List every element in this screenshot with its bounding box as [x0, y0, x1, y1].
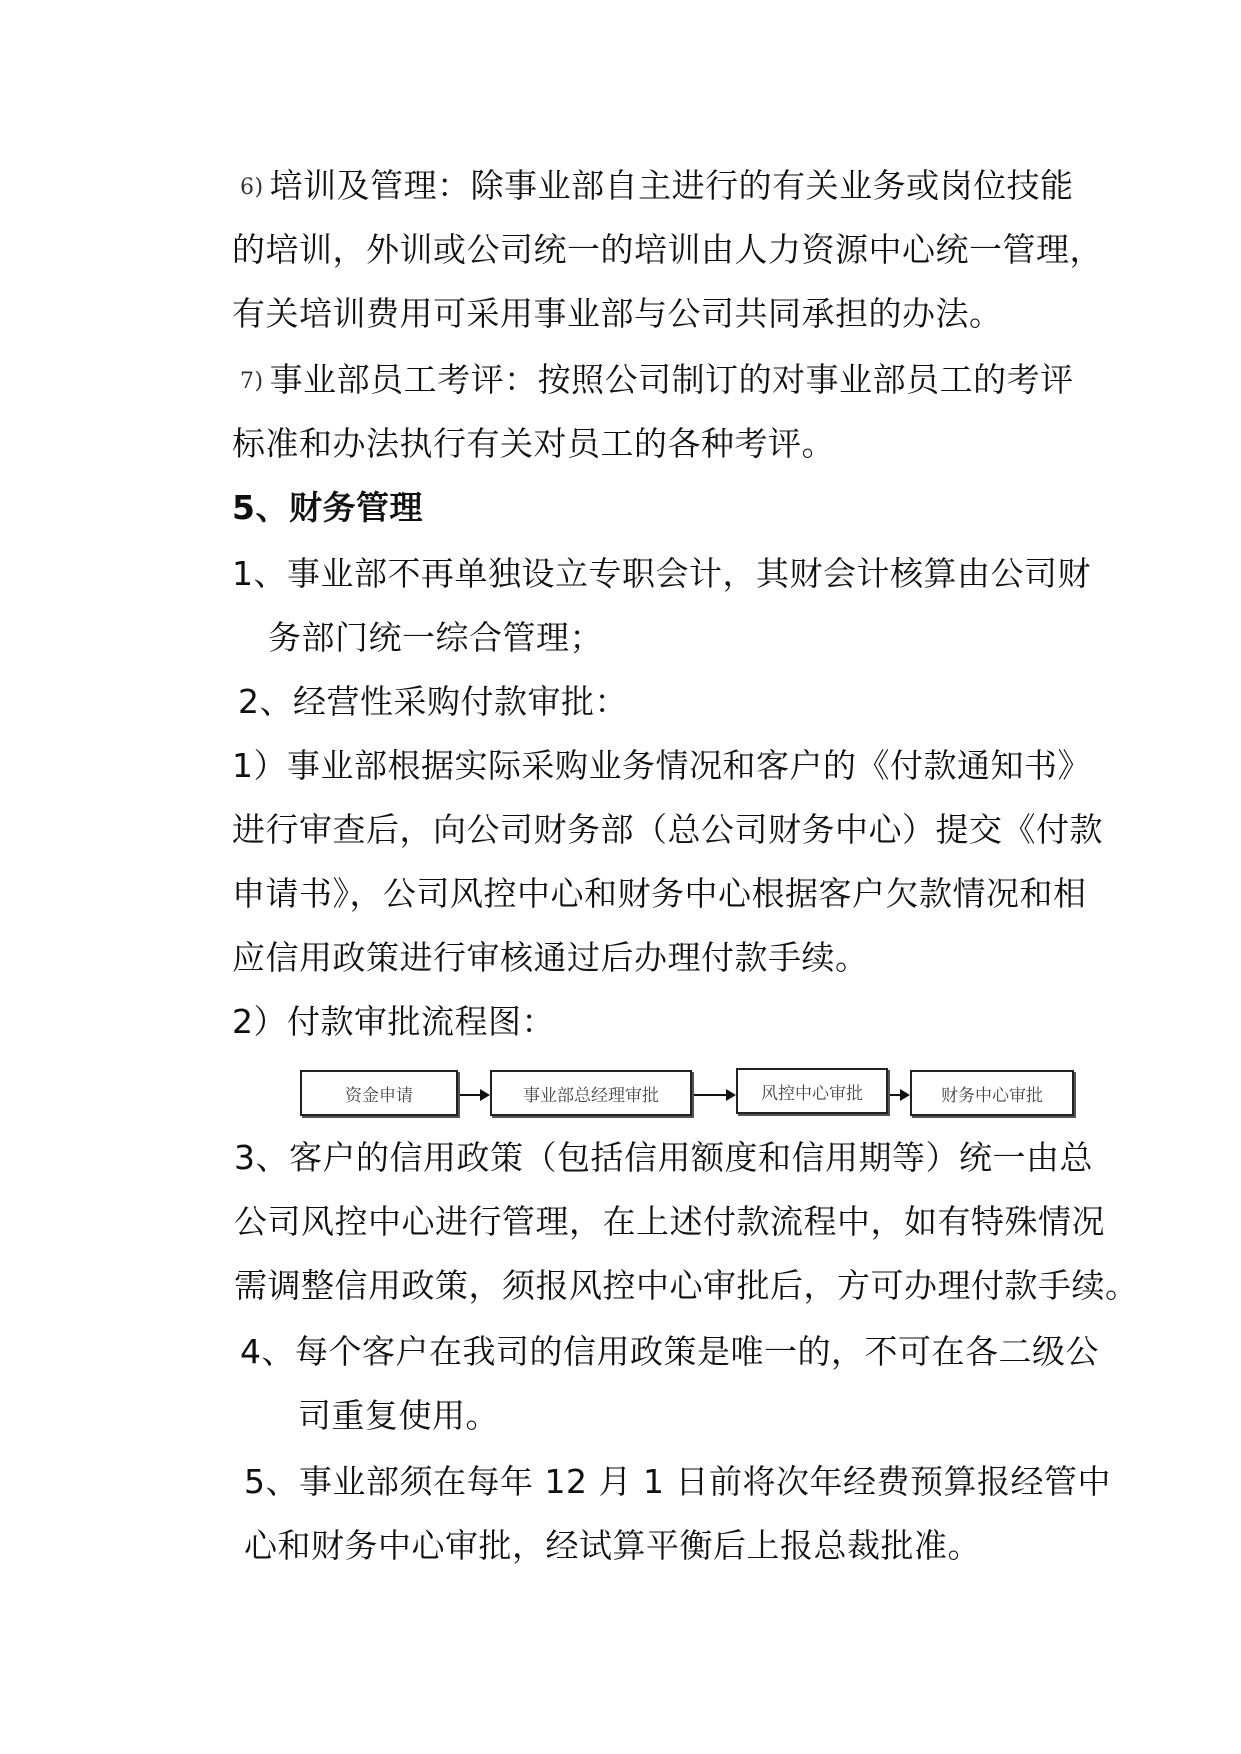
paragraph-7-text: 事业部员工考评：按照公司制订的对事业部员工的考评 [269, 360, 1074, 399]
item-3-line-3: 需调整信用政策，须报风控中心审批后，方可办理付款手续。 [234, 1266, 1139, 1305]
item-1-line-2: 务部门统一综合管理； [268, 618, 603, 657]
payment-approval-flowchart [300, 1068, 1090, 1120]
paragraph-6-line-3: 有关培训费用可采用事业部与公司共同承担的办法。 [232, 294, 1003, 333]
flow-step-finance-approval: 财务中心审批 [910, 1070, 1074, 1116]
item-2-title: 2、经营性采购付款审批： [238, 682, 628, 721]
item-4-line-2: 司重复使用。 [298, 1396, 499, 1435]
item-5-line-1: 5、事业部须在每年 12 月 1 日前将次年经费预算报经管中 [244, 1462, 1111, 1501]
paragraph-6-line-1 [240, 164, 1074, 208]
item-2-sub-1-line-4: 应信用政策进行审核通过后办理付款手续。 [232, 938, 869, 977]
paragraph-7-line-2: 标准和办法执行有关对员工的各种考评。 [232, 424, 835, 463]
item-2-sub-1-line-3: 申请书》，公司风控中心和财务中心根据客户欠款情况和相 [232, 874, 1087, 913]
item-5-line-2: 心和财务中心审批，经试算平衡后上报总裁批准。 [244, 1526, 981, 1565]
paragraph-7-number: 7) [240, 369, 264, 394]
item-3-line-1: 3、客户的信用政策（包括信用额度和信用期等）统一由总 [234, 1138, 1093, 1177]
flow-step-fund-application: 资金申请 [300, 1070, 458, 1116]
flow-step-gm-approval: 事业部总经理审批 [490, 1070, 692, 1116]
item-2-sub-1-line-2: 进行审查后，向公司财务部（总公司财务中心）提交《付款 [232, 810, 1103, 849]
item-2-sub-2-title: 2）付款审批流程图： [232, 1002, 555, 1041]
paragraph-6-text: 培训及管理：除事业部自主进行的有关业务或岗位技能 [269, 166, 1074, 205]
section-heading: 5、财务管理 [232, 488, 423, 527]
item-3-line-2: 公司风控中心进行管理，在上述付款流程中，如有特殊情况 [234, 1202, 1105, 1241]
paragraph-7-line-1 [240, 358, 1074, 402]
paragraph-6-line-2: 的培训，外训或公司统一的培训由人力资源中心统一管理， [232, 230, 1103, 269]
item-2-sub-1-line-1: 1）事业部根据实际采购业务情况和客户的《付款通知书》 [232, 746, 1091, 785]
flow-arrow-icon [460, 1094, 488, 1096]
item-4-line-1: 4、每个客户在我司的信用政策是唯一的，不可在各二级公 [240, 1332, 1099, 1371]
flow-arrow-icon [890, 1094, 908, 1096]
flow-arrow-icon [694, 1094, 734, 1096]
flow-step-risk-control-approval: 风控中心审批 [736, 1068, 888, 1114]
item-1-line-1: 1、事业部不再单独设立专职会计，其财会计核算由公司财 [232, 554, 1091, 593]
paragraph-6-number: 6) [240, 175, 264, 200]
